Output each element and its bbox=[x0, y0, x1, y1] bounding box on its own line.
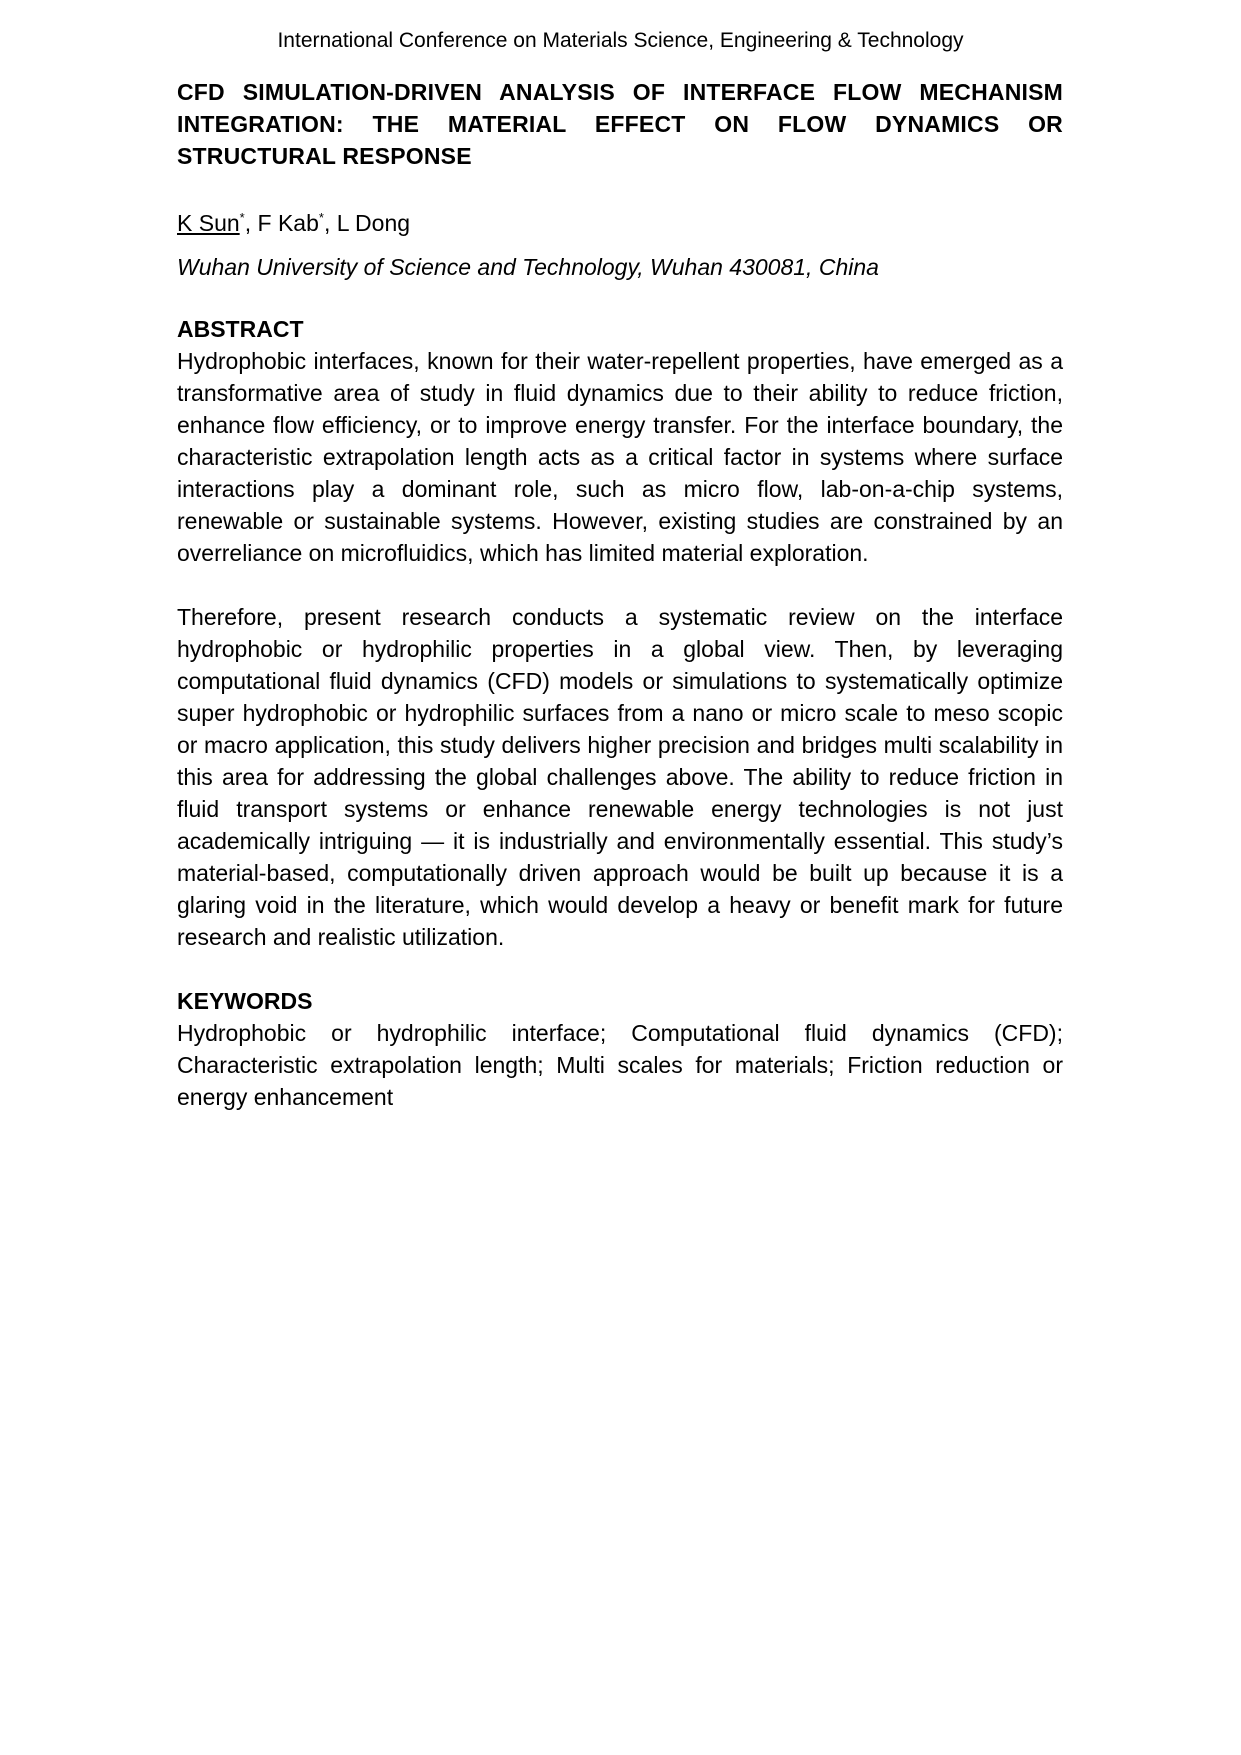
abstract-paragraph: Hydrophobic interfaces, known for their water-repellent properties, have emerged as a transformative area of study in fluid dynamics due to their ability to reduce friction, enhance flow efficiency, or to improve energy transfer. For the interface boundary, the characteristic extrapolation length acts as a critical factor in systems where surface interactions play a dominant role, such as micro flow, lab-on-a-chip systems, renewable or sustainable systems. However, existing studies are constrained by an overreliance on microfluidics, which has limited material exploration. bbox=[177, 348, 1063, 566]
corresponding-author-mark: * bbox=[318, 210, 324, 225]
author-separator: , bbox=[244, 210, 258, 236]
author-affiliation: Wuhan University of Science and Technology, Wuhan 430081, China bbox=[177, 254, 879, 280]
author-separator: , bbox=[323, 210, 337, 236]
keywords-heading: KEYWORDS bbox=[177, 988, 313, 1014]
author-name: L Dong bbox=[336, 210, 411, 236]
running-header: International Conference on Materials Science, Engineering & Technology bbox=[277, 29, 964, 52]
paper-title: CFD SIMULATION-DRIVEN ANALYSIS OF INTERFACE FLOW MECHANISM INTEGRATION: THE MATERIAL EFFECT ON FLOW DYNAMICS OR STRUCTURAL RESPONSE bbox=[177, 79, 1063, 169]
author-list bbox=[177, 207, 1063, 239]
abstract-heading: ABSTRACT bbox=[177, 316, 304, 342]
corresponding-author-mark: * bbox=[239, 210, 245, 225]
keywords-text: Hydrophobic or hydrophilic interface; Computational fluid dynamics (CFD); Characteristic extrapolation length; Multi scales for materials; Friction reduction or energy enhancement bbox=[177, 1020, 1063, 1110]
author-name: F Kab bbox=[257, 210, 319, 236]
abstract-paragraph: Therefore, present research conducts a systematic review on the interface hydrophobic or hydrophilic properties in a global view. Then, by leveraging computational fluid dynamics (CFD) models or simulations to systematically optimize super hydrophobic or hydrophilic surfaces from a nano or micro scale to meso scopic or macro application, this study delivers higher precision and bridges multi scalability in this area for addressing the global challenges above. The ability to reduce friction in fluid transport systems or enhance renewable energy technologies is not just academically intriguing — it is industrially and environmentally essential. This study’s material-based, computationally driven approach would be built up because it is a glaring void in the literature, which would develop a heavy or benefit mark for future research and realistic utilization. bbox=[177, 604, 1063, 950]
author-name: K Sun bbox=[177, 210, 240, 236]
paper-content bbox=[177, 76, 1063, 1113]
